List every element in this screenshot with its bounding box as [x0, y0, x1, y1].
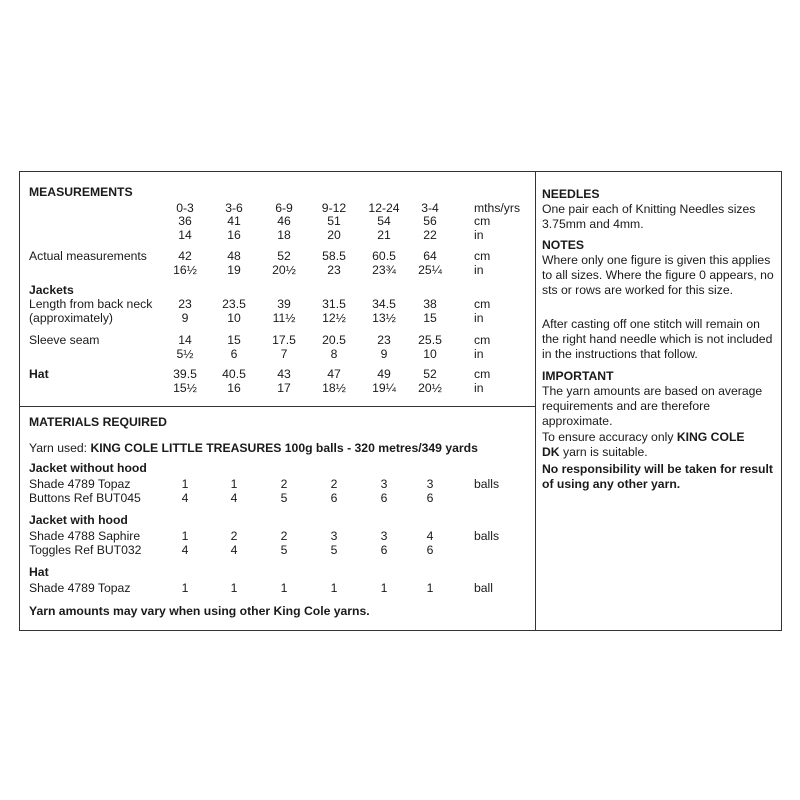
jacket-no-hood-balls-unit: balls [474, 477, 500, 491]
materials-heading: MATERIALS REQUIRED [29, 415, 167, 429]
actual-in-cell: 25¼ [418, 263, 442, 277]
actual-in-cell: 16½ [173, 263, 197, 277]
jacket-hood-toggles-label: Toggles Ref BUT032 [29, 543, 142, 557]
needles-heading: NEEDLES [542, 187, 600, 201]
jacket-hood-toggles-cell: 5 [330, 543, 338, 557]
important-heading: IMPORTANT [542, 369, 614, 383]
hat-cm-unit: cm [474, 367, 491, 381]
size-in-cell: 22 [423, 228, 437, 242]
hat-balls-cell: 1 [280, 581, 288, 595]
hat-cm-cell: 43 [277, 367, 291, 381]
length-in-unit: in [474, 311, 484, 325]
sleeve-seam-label: Sleeve seam [29, 333, 100, 347]
length-cm-unit: cm [474, 297, 491, 311]
needles-text: One pair each of Knitting Needles sizes 3.75mm and 4mm. [542, 202, 756, 231]
sleeve-cm-cell: 20.5 [322, 333, 346, 347]
yarn-used: Yarn used: KING COLE LITTLE TREASURES 100g balls - 320 metres/349 yards [29, 441, 478, 455]
actual-cm-cell: 42 [178, 249, 192, 263]
hat-cm-cell: 40.5 [222, 367, 246, 381]
actual-cm-cell: 52 [277, 249, 291, 263]
actual-cm-cell: 58.5 [322, 249, 346, 263]
length-cm-cell: 39 [277, 297, 291, 311]
hat-in-cell: 17 [277, 381, 291, 395]
jacket-hood-balls-cell: 4 [426, 529, 434, 543]
length-cm-cell: 31.5 [322, 297, 346, 311]
size-cm-cell: 46 [277, 214, 291, 228]
hat-balls-cell: 1 [426, 581, 434, 595]
hat-in-unit: in [474, 381, 484, 395]
sleeve-cm-cell: 15 [227, 333, 241, 347]
actual-in-cell: 19 [227, 263, 241, 277]
hat-in-cell: 20½ [418, 381, 442, 395]
actual-cm-cell: 60.5 [372, 249, 396, 263]
jacket-no-hood-balls-cell: 2 [280, 477, 288, 491]
size-in-cell: 21 [377, 228, 391, 242]
actual-cm-cell: 48 [227, 249, 241, 263]
notes-paragraph-2: After casting off one stitch will remain on the right hand needle which is not included in the instructions that follow. [542, 317, 773, 361]
actual-in-cell: 20½ [272, 263, 296, 277]
section-divider [19, 406, 536, 407]
length-cm-cell: 23 [178, 297, 192, 311]
jacket-hood-toggles-cell: 4 [181, 543, 189, 557]
materials-hat-heading: Hat [29, 565, 49, 579]
size-cm-cell: 41 [227, 214, 241, 228]
hat-balls-cell: 1 [380, 581, 388, 595]
jacket-hood-yarn-label: Shade 4788 Saphire [29, 529, 141, 543]
jacket-no-hood-buttons-cell: 4 [181, 491, 189, 505]
hat-cm-cell: 49 [377, 367, 391, 381]
jacket-no-hood-buttons-cell: 5 [280, 491, 288, 505]
size-in-cell: 18 [277, 228, 291, 242]
jacket-no-hood-buttons-cell: 6 [380, 491, 388, 505]
hat-in-cell: 16 [227, 381, 241, 395]
length-label-approx: (approximately) [29, 311, 113, 325]
length-in-cell: 15 [423, 311, 437, 325]
jacket-hood-balls-unit: balls [474, 529, 500, 543]
measurements-heading: MEASUREMENTS [29, 185, 133, 199]
sleeve-in-cell: 6 [230, 347, 238, 361]
size-cm-cell: 51 [327, 214, 341, 228]
jacket-no-hood-buttons-cell: 4 [230, 491, 238, 505]
jacket-no-hood-balls-cell: 1 [181, 477, 189, 491]
jacket-no-hood-buttons-label: Buttons Ref BUT045 [29, 491, 141, 505]
jacket-no-hood-buttons-cell: 6 [330, 491, 338, 505]
sleeve-cm-cell: 14 [178, 333, 192, 347]
sleeve-in-cell: 10 [423, 347, 437, 361]
sleeve-cm-cell: 17.5 [272, 333, 296, 347]
jacket-without-hood-heading: Jacket without hood [29, 461, 147, 475]
length-in-cell: 11½ [272, 311, 296, 325]
size-cm-cell: 56 [423, 214, 437, 228]
size-months-unit: mths/yrs [474, 201, 521, 215]
jacket-hood-balls-cell: 3 [380, 529, 388, 543]
length-in-cell: 9 [181, 311, 189, 325]
length-cm-cell: 23.5 [222, 297, 246, 311]
jacket-hood-toggles-cell: 6 [426, 543, 434, 557]
sleeve-in-cell: 7 [280, 347, 288, 361]
size-in-cell: 20 [327, 228, 341, 242]
size-months-cell: 0-3 [176, 201, 194, 215]
important-paragraph-1: The yarn amounts are based on average requirements and are therefore approximate. [542, 384, 763, 428]
sleeve-in-cell: 9 [380, 347, 388, 361]
size-months-cell: 6-9 [275, 201, 293, 215]
actual-cm-unit: cm [474, 249, 491, 263]
actual-in-cell: 23 [327, 263, 341, 277]
hat-in-cell: 19¼ [372, 381, 396, 395]
sleeve-in-cell: 5½ [176, 347, 194, 361]
notes-paragraph-1: Where only one figure is given this applies to all sizes. Where the figure 0 appears, no sts or rows are worked for this size. [542, 253, 774, 297]
sleeve-in-unit: in [474, 347, 484, 361]
hat-balls-unit: ball [474, 581, 493, 595]
length-label: Length from back neck [29, 297, 153, 311]
length-cm-cell: 38 [423, 297, 437, 311]
size-cm-cell: 36 [178, 214, 192, 228]
jacket-no-hood-balls-cell: 1 [230, 477, 238, 491]
size-months-cell: 3-6 [225, 201, 243, 215]
jackets-heading: Jackets [29, 283, 74, 297]
important-paragraph-3: No responsibility will be taken for result of using any other yarn. [542, 462, 773, 491]
hat-in-cell: 15½ [173, 381, 197, 395]
sleeve-cm-cell: 23 [377, 333, 391, 347]
jacket-hood-balls-cell: 3 [330, 529, 338, 543]
hat-balls-cell: 1 [181, 581, 189, 595]
size-months-cell: 9-12 [321, 201, 347, 215]
column-divider [535, 171, 536, 631]
hat-balls-cell: 1 [230, 581, 238, 595]
length-cm-cell: 34.5 [372, 297, 396, 311]
size-months-cell: 3-4 [421, 201, 439, 215]
length-in-cell: 10 [227, 311, 241, 325]
jacket-no-hood-buttons-cell: 6 [426, 491, 434, 505]
hat-heading: Hat [29, 367, 49, 381]
important-paragraph-2: To ensure accuracy only KING COLE DK yarn is suitable. [542, 430, 745, 459]
sleeve-in-cell: 8 [330, 347, 338, 361]
actual-in-cell: 23¾ [372, 263, 396, 277]
size-cm-cell: 54 [377, 214, 391, 228]
size-months-cell: 12-24 [368, 201, 400, 215]
length-in-cell: 13½ [372, 311, 396, 325]
jacket-no-hood-balls-cell: 3 [380, 477, 388, 491]
jacket-with-hood-heading: Jacket with hood [29, 513, 128, 527]
size-in-cell: 16 [227, 228, 241, 242]
jacket-no-hood-yarn-label: Shade 4789 Topaz [29, 477, 131, 491]
hat-cm-cell: 47 [327, 367, 341, 381]
actual-in-unit: in [474, 263, 484, 277]
actual-cm-cell: 64 [423, 249, 437, 263]
jacket-hood-balls-cell: 2 [230, 529, 238, 543]
jacket-hood-balls-cell: 1 [181, 529, 189, 543]
yarn-amounts-footer: Yarn amounts may vary when using other King Cole yarns. [29, 604, 370, 618]
hat-yarn-label: Shade 4789 Topaz [29, 581, 131, 595]
size-cm-unit: cm [474, 214, 491, 228]
size-in-cell: 14 [178, 228, 192, 242]
size-in-unit: in [474, 228, 484, 242]
jacket-no-hood-balls-cell: 2 [330, 477, 338, 491]
hat-cm-cell: 39.5 [173, 367, 197, 381]
jacket-no-hood-balls-cell: 3 [426, 477, 434, 491]
jacket-hood-toggles-cell: 5 [280, 543, 288, 557]
jacket-hood-toggles-cell: 6 [380, 543, 388, 557]
jacket-hood-balls-cell: 2 [280, 529, 288, 543]
hat-cm-cell: 52 [423, 367, 437, 381]
sleeve-cm-cell: 25.5 [418, 333, 442, 347]
hat-balls-cell: 1 [330, 581, 338, 595]
jacket-hood-toggles-cell: 4 [230, 543, 238, 557]
length-in-cell: 12½ [322, 311, 346, 325]
hat-in-cell: 18½ [322, 381, 346, 395]
notes-heading: NOTES [542, 238, 584, 252]
actual-measurements-label: Actual measurements [29, 249, 147, 263]
sleeve-cm-unit: cm [474, 333, 491, 347]
